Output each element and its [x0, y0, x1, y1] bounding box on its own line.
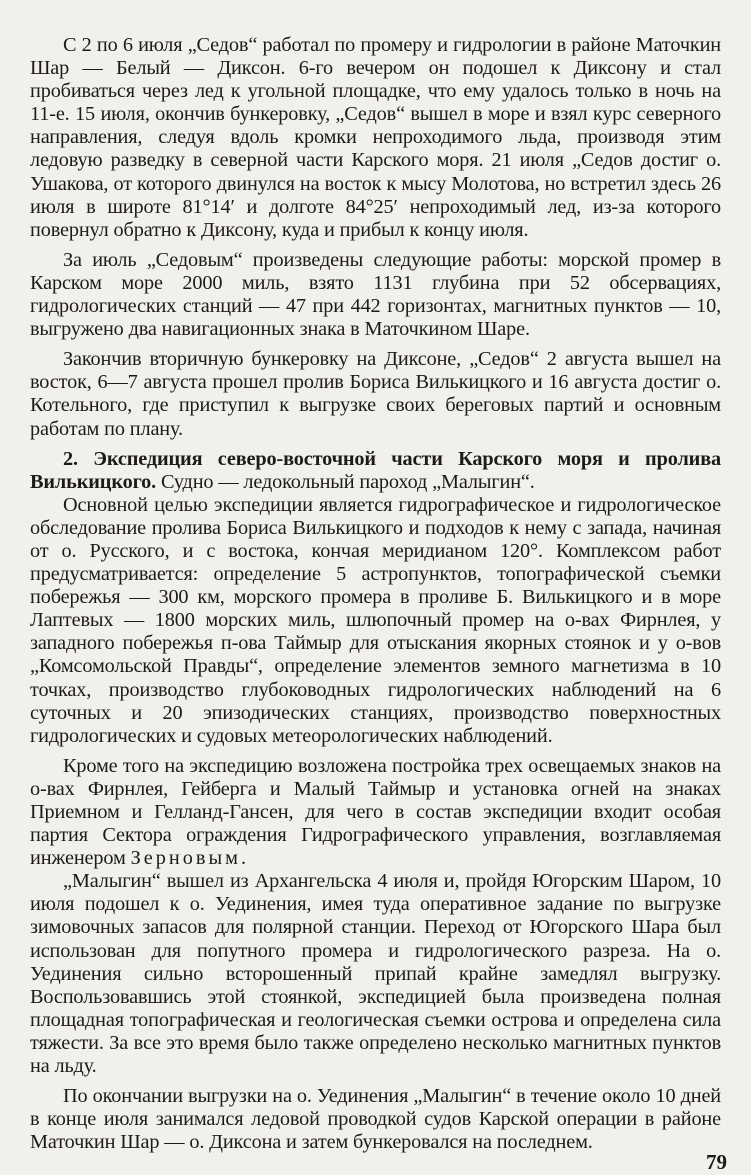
- paragraph-sedov-july: С 2 по 6 июля „Седов“ работал по промеру и гидрологии в районе Маточкин Шар — Белый — Диксон. 6-го вечером он подошел к Диксону и стал пробиваться через лед к угольной площадке, что ему удалось только в ночь на 11-е. 15 июля, окончив бункеровку, „Седов“ вышел в море и взял курс северного направления, следуя вдоль кромки непроходимого льда, производя этим ледовую разведку в северной части Карского моря. 21 июля „Седов достиг о. Ушакова, от которого двинулся на восток к мысу Молотова, но встретил здесь 26 июля в широте 81°14′ и долготе 84°25′ непроходимый лед, из-за которого повернул обратно к Диксону, куда и прибыл к концу июля.: [30, 34, 721, 241]
- paragraph-malygin-voyage: „Малыгин“ вышел из Архангельска 4 июля и, пройдя Югорским Шаром, 10 июля подошел к о. Уединения, имея туда оперативное задание по выгрузке зимовочных запасов для полярной станции. Переход от Югорского Шара был использован для попутного промера и гидрологического разреза. На о. Уединения сильно всторошенный припай крайне замедлял выгрузку. Воспользовавшись этой стоянкой, экспедицией была произведена полная площадная топографическая и геологическая съемки острова и определена сила тяжести. За все это время было также определено несколько магнитных пунктов на льду.: [30, 870, 721, 1078]
- paragraph-malygin-escort: По окончании выгрузки на о. Уединения „Малыгин“ в течение около 10 дней в конце июля занимался ледовой проводкой судов Карской операции в районе Маточкин Шар — о. Диксона и затем бункеровался на последнем.: [30, 1085, 721, 1154]
- page-number: 79: [706, 1150, 727, 1174]
- engineer-name: Зерновым: [130, 847, 241, 870]
- paragraph-navigation-signs: [30, 755, 721, 870]
- body-text: [30, 34, 721, 1154]
- section-heading-paragraph: [30, 448, 721, 494]
- paragraph-signs-end: .: [240, 847, 246, 870]
- paragraph-signs-text: Кроме того на экспедицию возложена постройка трех освещаемых знаков на о-вах Фирнлея, Гейберга и Малый Таймыр и установка огней на знаках Приемном и Гелланд-Гансен, для чего в состав экспедиции входит особая партия Сектора ограждения Гидрографического управления, возглавляемая инженером: [30, 754, 721, 870]
- section-heading: 2. Экспедиция северо-восточной части Карского моря и пролива Вилькицкого.: [30, 447, 721, 493]
- paragraph-expedition-goal: Основной целью экспедиции является гидрографическое и гидрологическое обследование пролива Бориса Вилькицкого и подходов к нему с запада, начиная от о. Русского, и с востока, кончая меридианом 120°. Комплексом работ предусматривается: определение 5 астропунктов, топографической съемки побережья — 300 км, морского промера в проливе Б. Вилькицкого и в море Лаптевых — 1800 морских миль, шлюпочный промер на о-вах Фирнлея, у западного побережья п-ова Таймыр для отыскания якорных стоянок и у о-вов „Комсомольской Правды“, определение элементов земного магнетизма в 10 точках, производство глубоководных гидрологических наблюдений на 6 суточных и 20 эпизодических станциях, производство поверхностных гидрологических и судовых метеорологических наблюдений.: [30, 493, 721, 747]
- paragraph-sedov-results: За июль „Седовым“ произведены следующие работы: морской промер в Карском море 2000 миль, взято 1131 глубина при 52 обсервациях, гидрологических станций — 47 при 442 горизонтах, магнитных пунктов — 10, выгружено два навигационных знака в Маточкином Шаре.: [30, 248, 721, 341]
- section-heading-rest: Судно — ледокольный пароход „Малыгин“.: [156, 470, 535, 493]
- paragraph-sedov-august: Закончив вторичную бункеровку на Диксоне, „Седов“ 2 августа вышел на восток, 6—7 августа прошел пролив Бориса Вилькицкого и 16 августа достиг о. Котельного, где приступил к выгрузке своих береговых партий и основным работам по плану.: [30, 348, 721, 440]
